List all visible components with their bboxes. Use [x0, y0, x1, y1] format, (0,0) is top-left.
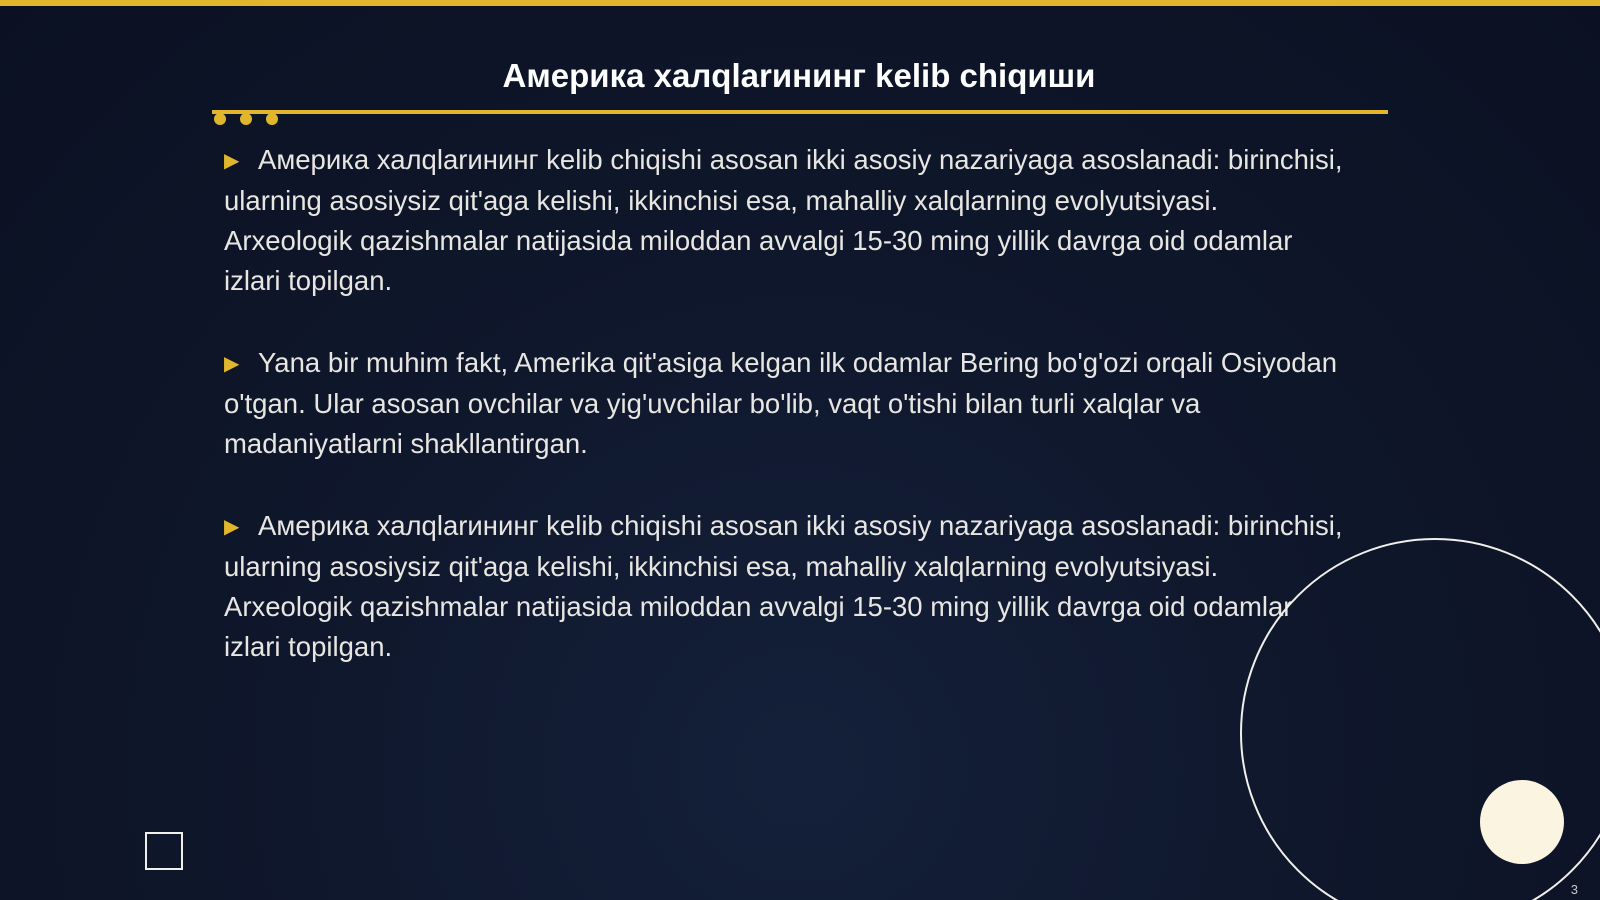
top-accent-bar — [0, 0, 1600, 6]
title-dot-1 — [214, 113, 226, 125]
bullet-arrow-icon: ▶ — [224, 516, 240, 538]
bullet-arrow-icon: ▶ — [224, 150, 240, 172]
slide-body — [224, 140, 1344, 709]
decorative-square-outline — [145, 832, 183, 870]
bullet-paragraph-3 — [224, 506, 1344, 667]
bullet-paragraph-2 — [224, 343, 1344, 464]
decorative-filled-circle — [1480, 780, 1564, 864]
page-number: 3 — [1570, 882, 1578, 897]
bullet-arrow-icon: ▶ — [224, 353, 240, 375]
paragraph-text: Америка халqlarининг kelib chiqishi asosan ikki asosiy nazariyaga asoslanadi: birinchisi, ularning asosiysiz qit'aga kelishi, ikkinchisi esa, mahalliy xalqlarning evolyutsiyasi. Arxeologik qazishmalar natijasida miloddan avvalgi 15-30 ming yillik davrga oid odamlar izlari topilgan. — [224, 144, 1343, 296]
title-dot-3 — [266, 113, 278, 125]
title-dot-2 — [240, 113, 252, 125]
slide-title: Америка халqlarининг kelib chiqиши — [502, 57, 1096, 94]
title-underline — [212, 110, 1388, 114]
paragraph-text: Америка халqlarининг kelib chiqishi asosan ikki asosiy nazariyaga asoslanadi: birinchisi, ularning asosiysiz qit'aga kelishi, ikkinchisi esa, mahalliy xalqlarning evolyutsiyasi. Arxeologik qazishmalar natijasida miloddan avvalgi 15-30 ming yillik davrga oid odamlar izlari topilgan. — [224, 510, 1343, 662]
paragraph-text: Yana bir muhim fakt, Amerika qit'asiga kelgan ilk odamlar Bering bo'g'ozi orqali Osiyodan o'tgan. Ular asosan ovchilar va yig'uvchilar bo'lib, vaqt o'tishi bilan turli xalqlar va madaniyatlarni shakllantirgan. — [224, 347, 1338, 459]
bullet-paragraph-1 — [224, 140, 1344, 301]
